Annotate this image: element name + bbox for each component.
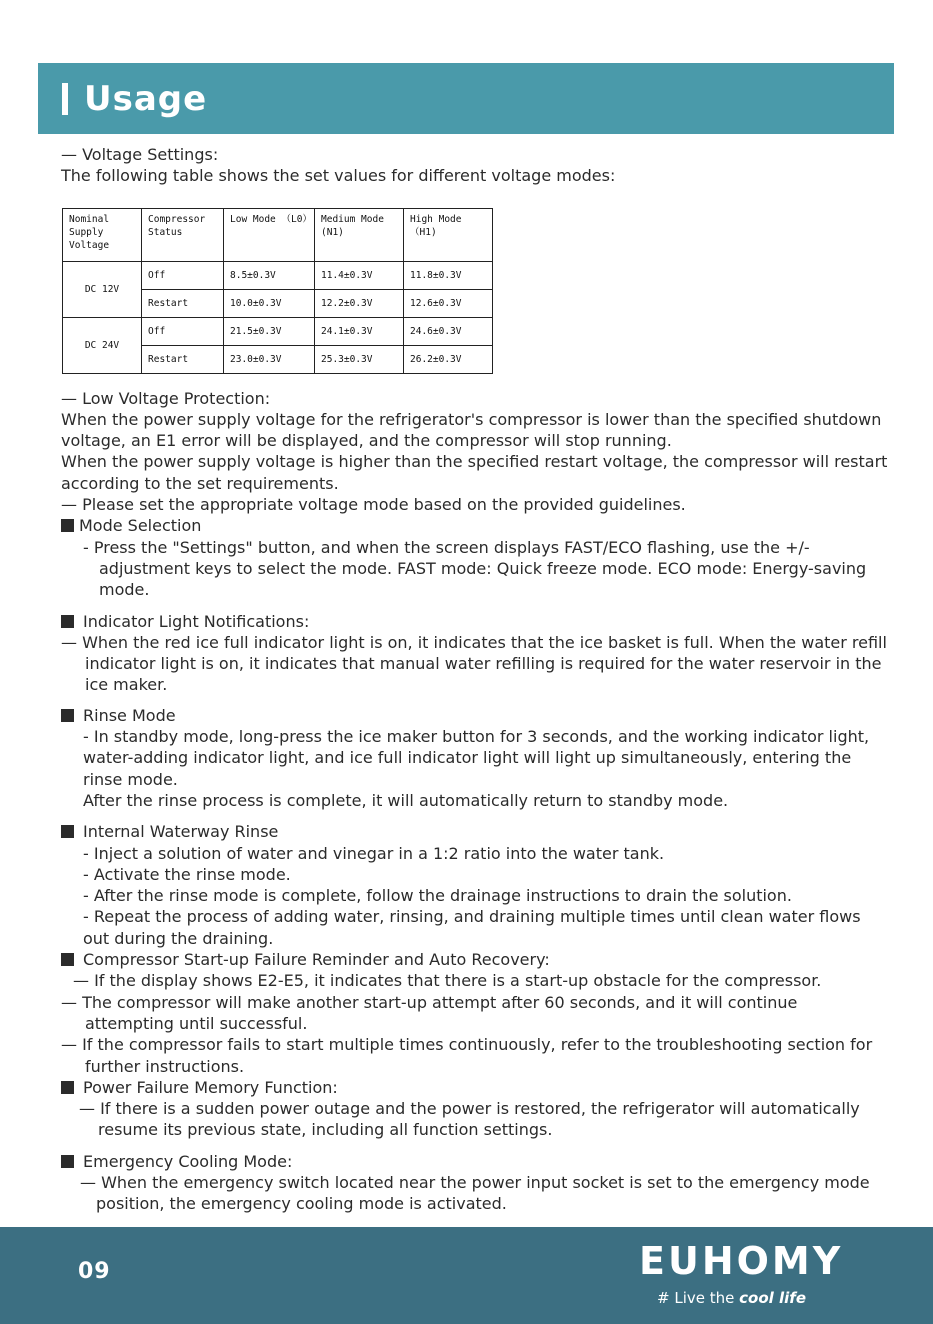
- page-content: [61, 144, 891, 1215]
- page-footer: [0, 1227, 933, 1324]
- table-header-cell: Nominal Supply Voltage: [63, 208, 142, 261]
- brand-logo: EUHOMY: [639, 1239, 844, 1283]
- table-row: [63, 317, 493, 345]
- medium-mode-cell: 24.1±0.3V: [315, 317, 404, 345]
- table-header-cell: Low Mode （L0）: [224, 208, 315, 261]
- low-mode-cell: 21.5±0.3V: [224, 317, 315, 345]
- page-header: [38, 63, 894, 134]
- table-header-row: [63, 208, 493, 261]
- indicator-heading: [61, 611, 891, 632]
- bullet-square-icon: [61, 825, 74, 838]
- mode-selection-text: - Press the "Settings" button, and when the screen displays FAST/ECO flashing, use the +/- adjustment keys to select the mode. FAST mode: Quick freeze mode. ECO mode: Energy-saving mode.: [83, 537, 867, 600]
- power-failure-title: Power Failure Memory Function:: [83, 1077, 338, 1097]
- waterway-step: - Activate the rinse mode.: [83, 864, 291, 884]
- bullet-square-icon: [61, 1155, 74, 1168]
- voltage-guideline-text: — Please set the appropriate voltage mode based on the provided guidelines.: [61, 495, 686, 515]
- low-mode-cell: 10.0±0.3V: [224, 289, 315, 317]
- table-header-cell: Compressor Status: [142, 208, 224, 261]
- tagline-prefix: # Live the: [657, 1289, 735, 1307]
- mode-selection-title: Mode Selection: [79, 516, 202, 536]
- medium-mode-cell: 25.3±0.3V: [315, 345, 404, 373]
- compressor-item: — The compressor will make another start-up attempt after 60 seconds, and it will continue attempting until successful.: [61, 992, 798, 1033]
- low-voltage-text: When the power supply voltage for the refrigerator's compressor is lower than the specified shutdown voltage, an E1 error will be displayed, and the compressor will stop running.: [61, 409, 882, 451]
- brand-tagline: [657, 1289, 806, 1307]
- low-mode-cell: 23.0±0.3V: [224, 345, 315, 373]
- rinse-text: - In standby mode, long-press the ice maker button for 3 seconds, and the working indicator light, water-adding indicator light, and ice full indicator light will light up simultaneously, entering the rinse mode.: [83, 727, 870, 789]
- low-mode-cell: 8.5±0.3V: [224, 261, 315, 289]
- high-mode-cell: 24.6±0.3V: [404, 317, 493, 345]
- compressor-item: — If the compressor fails to start multiple times continuously, refer to the troubleshooting section for further instructions.: [61, 1035, 873, 1076]
- waterway-step: - Inject a solution of water and vinegar in a 1:2 ratio into the water tank.: [83, 843, 665, 863]
- compressor-item: — If the display shows E2-E5, it indicates that there is a start-up obstacle for the compressor.: [73, 971, 822, 991]
- compressor-heading: [61, 949, 891, 970]
- status-cell: Off: [142, 317, 224, 345]
- table-header-cell: Medium Mode (N1): [315, 208, 404, 261]
- supply-voltage-cell: DC 24V: [63, 317, 142, 373]
- voltage-intro: The following table shows the set values for different voltage modes:: [61, 166, 616, 186]
- voltage-table: [62, 208, 493, 374]
- rinse-title: Rinse Mode: [83, 705, 176, 725]
- bullet-square-icon: [61, 519, 74, 532]
- page-title: Usage: [84, 79, 208, 119]
- voltage-heading: — Voltage Settings:: [61, 145, 219, 164]
- mode-selection-heading: [61, 515, 891, 536]
- tagline-emphasis: cool life: [739, 1289, 806, 1307]
- medium-mode-cell: 12.2±0.3V: [315, 289, 404, 317]
- bullet-square-icon: [61, 953, 74, 966]
- high-mode-cell: 26.2±0.3V: [404, 345, 493, 373]
- status-cell: Restart: [142, 345, 224, 373]
- rinse-heading: [61, 705, 891, 726]
- emergency-title: Emergency Cooling Mode:: [83, 1151, 293, 1171]
- bullet-square-icon: [61, 1081, 74, 1094]
- high-mode-cell: 11.8±0.3V: [404, 261, 493, 289]
- waterway-title: Internal Waterway Rinse: [83, 822, 279, 842]
- high-mode-cell: 12.6±0.3V: [404, 289, 493, 317]
- status-cell: Restart: [142, 289, 224, 317]
- waterway-heading: [61, 821, 891, 842]
- waterway-step: - Repeat the process of adding water, rinsing, and draining multiple times until clean water flows out during the draining.: [83, 907, 861, 948]
- bullet-square-icon: [61, 615, 74, 628]
- power-failure-text: — If there is a sudden power outage and the power is restored, the refrigerator will automatically resume its previous state, including all function settings.: [79, 1099, 860, 1140]
- supply-voltage-cell: DC 12V: [63, 261, 142, 317]
- indicator-text: — When the red ice full indicator light is on, it indicates that the ice basket is full. When the water refill indicator light is on, it indicates that manual water refilling is required for the water reservoir in the ice maker.: [61, 632, 887, 695]
- status-cell: Off: [142, 261, 224, 289]
- medium-mode-cell: 11.4±0.3V: [315, 261, 404, 289]
- power-failure-heading: [61, 1077, 891, 1098]
- rinse-return-text: After the rinse process is complete, it will automatically return to standby mode.: [83, 790, 729, 810]
- low-voltage-heading: — Low Voltage Protection:: [61, 388, 271, 408]
- emergency-heading: [61, 1151, 891, 1172]
- table-row: [63, 261, 493, 289]
- indicator-title: Indicator Light Notifications:: [83, 611, 310, 631]
- table-header-cell: High Mode （H1): [404, 208, 493, 261]
- page-number: 09: [78, 1259, 111, 1284]
- emergency-text: — When the emergency switch located near the power input socket is set to the emergency mode position, the emergency cooling mode is activated.: [80, 1172, 870, 1214]
- bullet-square-icon: [61, 709, 74, 722]
- header-accent-bar: [62, 83, 68, 115]
- low-voltage-restart-text: When the power supply voltage is higher than the specified restart voltage, the compressor will restart according to the set requirements.: [61, 452, 888, 493]
- waterway-step: - After the rinse mode is complete, follow the drainage instructions to drain the solution.: [83, 886, 792, 906]
- compressor-title: Compressor Start-up Failure Reminder and Auto Recovery:: [83, 950, 550, 970]
